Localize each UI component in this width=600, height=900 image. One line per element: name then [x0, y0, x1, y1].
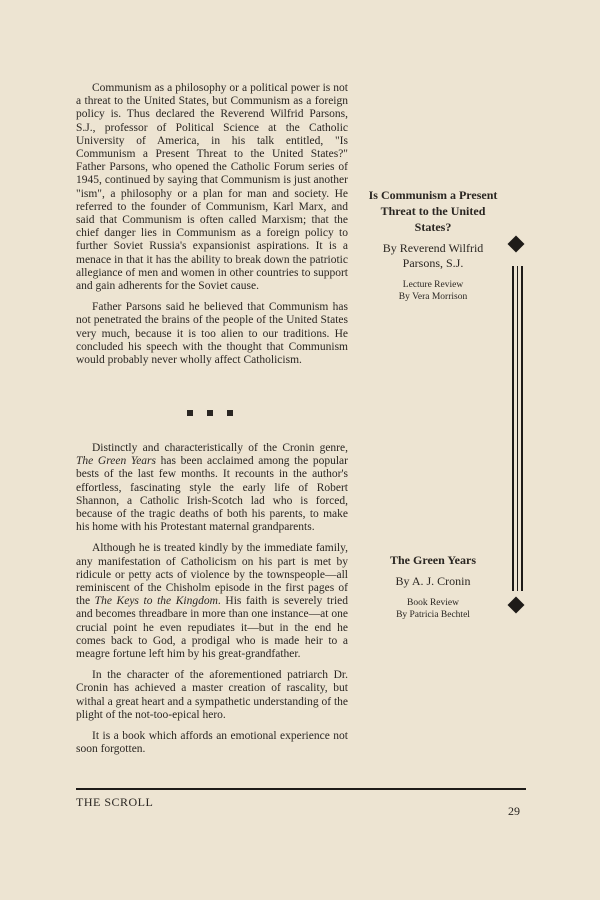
- sidebar-author: By A. J. Cronin: [395, 574, 471, 588]
- sidebar-reviewer: By Patricia Bechtel: [396, 610, 470, 620]
- divider-square: [187, 410, 193, 416]
- divider-square: [207, 410, 213, 416]
- sidebar-title: Is Communism a Present Threat to the United States?: [368, 188, 498, 234]
- text-run: Distinctly and characteristically of the Cronin genre,: [92, 442, 348, 454]
- divider-square: [227, 410, 233, 416]
- vertical-rule: [521, 266, 523, 591]
- article-paragraph: [76, 442, 348, 534]
- book-title: The Keys to the Kingdom: [94, 595, 218, 608]
- article-paragraph: Father Parsons said he believed that Communism has not penetrated the brains of the people of the United States very much, because it is too alien to our traditions. He concluded his speech with the thought that Communism would probably never wholly affect Catholicism.: [76, 301, 348, 367]
- sidebar-reviewer: By Vera Morrison: [398, 292, 468, 302]
- sidebar-green-years: [368, 552, 498, 621]
- publication-name: THE SCROLL: [76, 795, 154, 809]
- article-paragraph: It is a book which affords an emotional experience not soon forgotten.: [76, 730, 348, 756]
- sidebar-communism: [368, 187, 498, 303]
- book-title: The Green Years: [76, 455, 156, 468]
- diamond-ornament: [508, 597, 525, 614]
- article-paragraph: In the character of the aforementioned patriarch Dr. Cronin has achieved a master creation of rascality, but withal a great heart and a sympathetic understanding of the plight of the not-too-epical hero.: [76, 669, 348, 721]
- sidebar-review-type: Book Review: [407, 598, 459, 608]
- text-run: has been acclaimed among the popular bests of the last few months. It recounts in the author's effortless, fascinating style the early life of Robert Shannon, a Catholic Irish-Scotch lad who is forced, because of the tragic deaths of both his parents, to make his home with his Protestant maternal grandparents.: [76, 455, 348, 534]
- sidebar-title: The Green Years: [390, 553, 476, 567]
- article-paragraph: Communism as a philosophy or a political power is not a threat to the United States, but Communism as a foreign policy is. Thus declared the Reverend Wilfrid Parsons, S.J., professor of Political Science at the Catholic University of America, in his talk entitled, "Is Communism a Present Threat to the United States?" Father Parsons, who opened the Catholic Forum series of 1945, continued by saying that Communism is just another "ism", a philosophy or a plan for man and society. He referred to the founder of Communism, Karl Marx, and said that Communism is often called Marxism; that the chief danger lies in Communism as a foreign policy to further Soviet Russia's expansionist aspirations. It is a menace in that it has the ability to break down the patriotic allegiance of men and women in other countries to support and gain adherents for the Soviet cause.: [76, 82, 348, 293]
- text-run: . His faith is severely tried and becomes threadbare in more than one instance—at one crucial point he even repudiates it—but in the end he comes back to God, a prodigal who is made heir to a meagre fortune left him by his great-grandfather.: [76, 595, 348, 661]
- footer-rule: [76, 788, 526, 790]
- article-paragraph: [76, 542, 348, 661]
- diamond-ornament: [508, 236, 525, 253]
- vertical-rule: [517, 266, 518, 591]
- page-number: 29: [508, 804, 520, 818]
- vertical-rule: [512, 266, 514, 591]
- sidebar-review-type: Lecture Review: [402, 280, 464, 290]
- article-green-years: [76, 442, 348, 764]
- section-divider: [187, 410, 233, 416]
- sidebar-author: By Reverend Wilfrid Parsons, S.J.: [382, 241, 484, 270]
- text-run: Although he is treated kindly by the immediate family, any manifestation of Catholicism on his part is met by ridicule or petty acts of violence by the townspeople—all reminiscent of the Chisholm episode in the first pages of the: [76, 542, 348, 608]
- article-communism: [76, 82, 348, 375]
